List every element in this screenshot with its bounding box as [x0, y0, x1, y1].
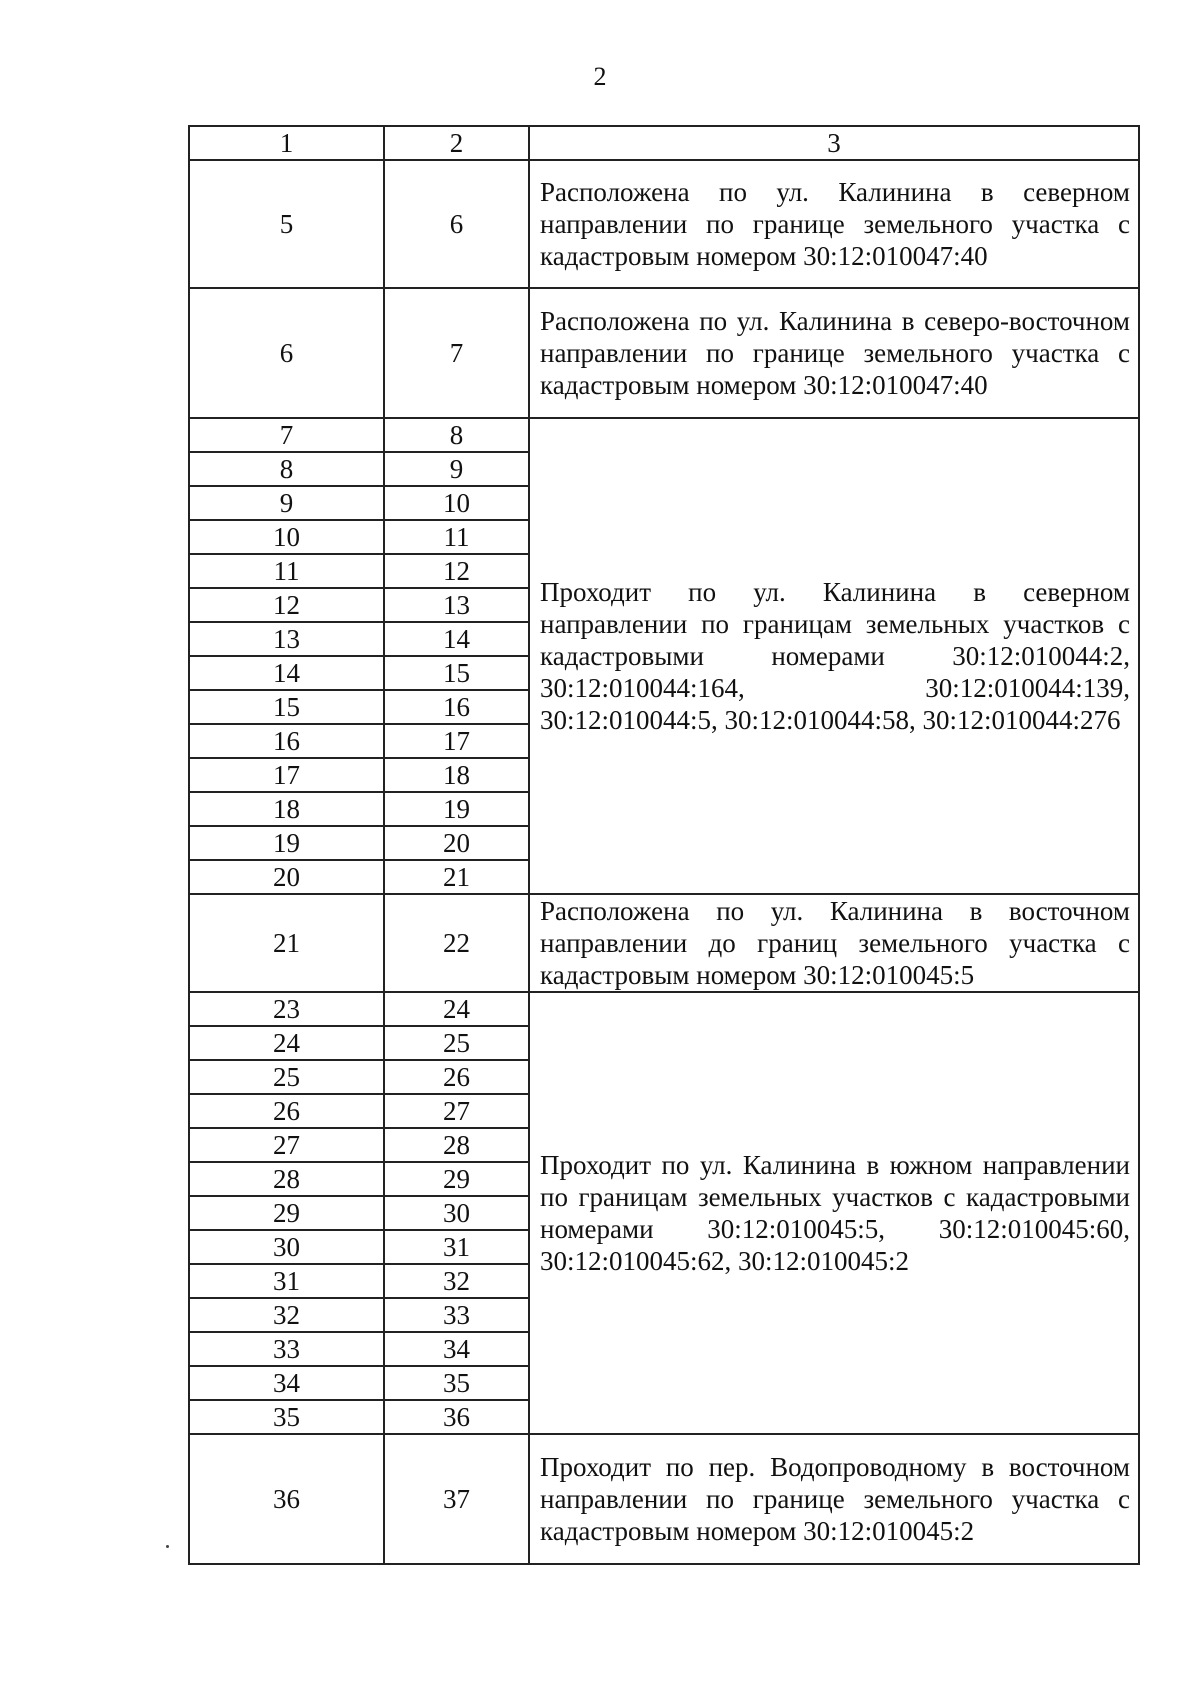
point-to: 30: [384, 1196, 529, 1230]
point-from: 18: [189, 792, 384, 826]
point-from: 33: [189, 1332, 384, 1366]
point-to: 17: [384, 724, 529, 758]
segment-description: Расположена по ул. Калинина в северо-восточном направлении по границе земельного участка с кадастровым номером 30:12:010047:40: [529, 288, 1139, 418]
point-from: 7: [189, 418, 384, 452]
point-to: 16: [384, 690, 529, 724]
point-from: 29: [189, 1196, 384, 1230]
point-from: 36: [189, 1434, 384, 1564]
point-to: 36: [384, 1400, 529, 1434]
point-to: 13: [384, 588, 529, 622]
point-from: 6: [189, 288, 384, 418]
point-to: 18: [384, 758, 529, 792]
point-from: 28: [189, 1162, 384, 1196]
point-to: 10: [384, 486, 529, 520]
table-row: [189, 992, 1139, 1026]
point-to: 33: [384, 1298, 529, 1332]
scan-speck: [166, 1545, 169, 1548]
point-to: 14: [384, 622, 529, 656]
point-from: 10: [189, 520, 384, 554]
header-col-3: 3: [529, 126, 1139, 160]
segment-description: Проходит по ул. Калинина в северном направлении по границам земельных участков с кадастровыми номерами 30:12:010044:2, 30:12:010044:164, 30:12:010044:139, 30:12:010044:5, 30:12:010044:58, 30:12:010044:276: [529, 418, 1139, 894]
point-from: 32: [189, 1298, 384, 1332]
point-from: 5: [189, 160, 384, 288]
point-to: 35: [384, 1366, 529, 1400]
point-from: 30: [189, 1230, 384, 1264]
point-from: 9: [189, 486, 384, 520]
point-to: 19: [384, 792, 529, 826]
table-row: [189, 418, 1139, 452]
table-row: [189, 1434, 1139, 1564]
page-number: 2: [593, 62, 607, 91]
point-to: 12: [384, 554, 529, 588]
point-from: 8: [189, 452, 384, 486]
point-from: 31: [189, 1264, 384, 1298]
segment-description: Расположена по ул. Калинина в восточном направлении до границ земельного участка с кадастровым номером 30:12:010045:5: [529, 894, 1139, 992]
point-to: 29: [384, 1162, 529, 1196]
point-from: 21: [189, 894, 384, 992]
header-col-1: 1: [189, 126, 384, 160]
point-to: 20: [384, 826, 529, 860]
table-row: [189, 160, 1139, 288]
point-from: 14: [189, 656, 384, 690]
point-from: 24: [189, 1026, 384, 1060]
point-to: 32: [384, 1264, 529, 1298]
point-to: 37: [384, 1434, 529, 1564]
segment-description: Проходит по пер. Водопроводному в восточном направлении по границе земельного участка с кадастровым номером 30:12:010045:2: [529, 1434, 1139, 1564]
point-from: 23: [189, 992, 384, 1026]
point-to: 31: [384, 1230, 529, 1264]
point-to: 34: [384, 1332, 529, 1366]
point-to: 11: [384, 520, 529, 554]
segment-description: Проходит по ул. Калинина в южном направлении по границам земельных участков с кадастровыми номерами 30:12:010045:5, 30:12:010045:60, 30:12:010045:62, 30:12:010045:2: [529, 992, 1139, 1434]
point-to: 15: [384, 656, 529, 690]
point-to: 26: [384, 1060, 529, 1094]
point-to: 22: [384, 894, 529, 992]
point-to: 24: [384, 992, 529, 1026]
table-header-row: [189, 126, 1139, 160]
point-to: 25: [384, 1026, 529, 1060]
point-from: 19: [189, 826, 384, 860]
point-from: 17: [189, 758, 384, 792]
point-to: 28: [384, 1128, 529, 1162]
point-from: 16: [189, 724, 384, 758]
point-from: 13: [189, 622, 384, 656]
point-from: 26: [189, 1094, 384, 1128]
header-col-2: 2: [384, 126, 529, 160]
point-from: 25: [189, 1060, 384, 1094]
point-to: 9: [384, 452, 529, 486]
point-to: 7: [384, 288, 529, 418]
point-from: 27: [189, 1128, 384, 1162]
segment-description: Расположена по ул. Калинина в северном направлении по границе земельного участка с кадастровым номером 30:12:010047:40: [529, 160, 1139, 288]
boundary-table: [188, 125, 1140, 1565]
table-row: [189, 894, 1139, 992]
point-from: 20: [189, 860, 384, 894]
point-to: 6: [384, 160, 529, 288]
point-from: 34: [189, 1366, 384, 1400]
point-from: 35: [189, 1400, 384, 1434]
point-to: 21: [384, 860, 529, 894]
table-row: [189, 288, 1139, 418]
point-from: 12: [189, 588, 384, 622]
point-to: 8: [384, 418, 529, 452]
point-from: 11: [189, 554, 384, 588]
point-from: 15: [189, 690, 384, 724]
point-to: 27: [384, 1094, 529, 1128]
